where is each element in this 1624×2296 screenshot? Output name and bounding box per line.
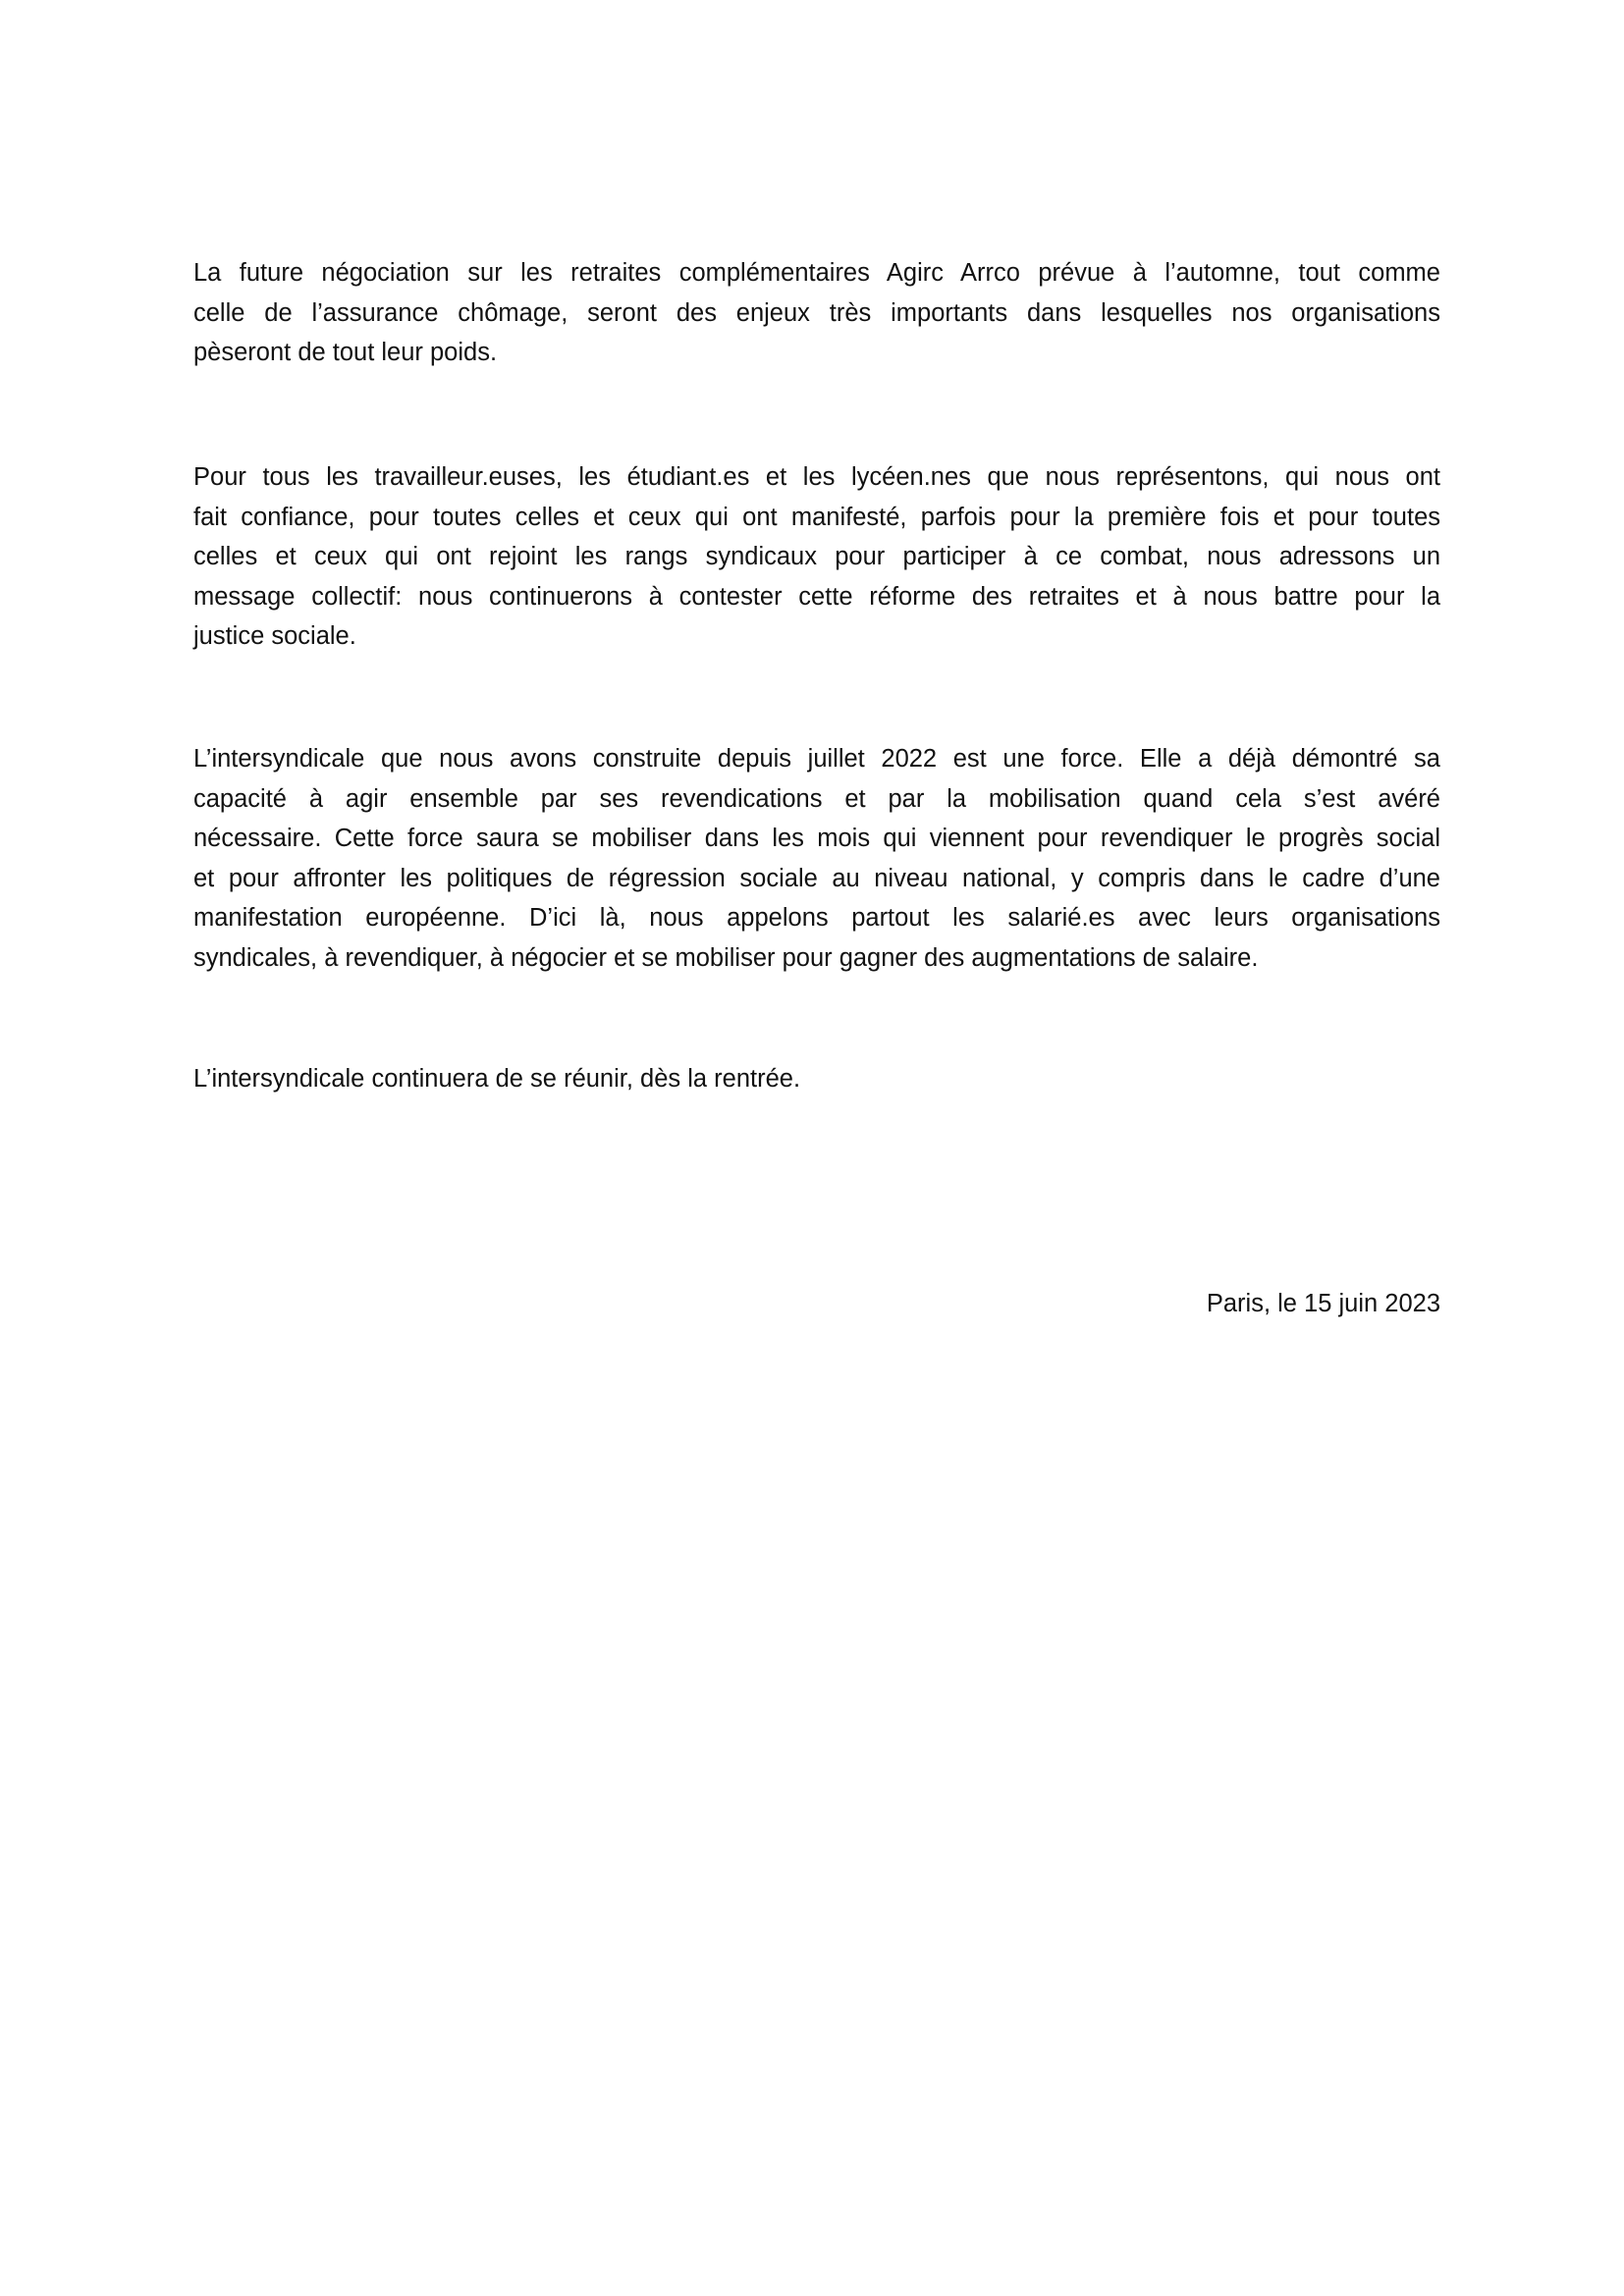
text-line: fait confiance, pour toutes celles et ceux qui ont manifesté, parfois pour la première fois et pour toutes — [193, 503, 1440, 531]
text-line: celles et ceux qui ont rejoint les rangs syndicaux pour participer à ce combat, nous adressons un — [193, 543, 1440, 571]
text-line: La future négociation sur les retraites complémentaires Agirc Arrco prévue à l’automne, tout comme — [193, 259, 1440, 287]
paragraph-intersyndicale-force — [193, 739, 1440, 979]
text-line: Pour tous les travailleur.euses, les étudiant.es et les lycéen.nes que nous représentons, qui nous ont — [193, 463, 1440, 491]
text-line: capacité à agir ensemble par ses revendications et par la mobilisation quand cela s’est avéré — [193, 784, 1440, 813]
paragraph-rentree — [193, 1059, 1440, 1099]
text-line: pèseront de tout leur poids. — [193, 339, 498, 367]
paragraph-message-collectif — [193, 457, 1440, 657]
text-line: message collectif: nous continuerons à contester cette réforme des retraites et à nous battre pour la — [193, 582, 1440, 611]
date-line: Paris, le 15 juin 2023 — [1206, 1290, 1440, 1317]
text-line: L’intersyndicale continuera de se réunir, dès la rentrée. — [193, 1065, 801, 1093]
text-line: et pour affronter les politiques de régression sociale au niveau national, y compris dans le cadre d’une — [193, 864, 1440, 892]
text-line: nécessaire. Cette force saura se mobiliser dans les mois qui viennent pour revendiquer le progrès social — [193, 825, 1440, 853]
text-line: L’intersyndicale que nous avons construite depuis juillet 2022 est une force. Elle a déjà démontré sa — [193, 745, 1440, 773]
paragraph-agirc-arrco — [193, 253, 1440, 373]
text-line: syndicales, à revendiquer, à négocier et se mobiliser pour gagner des augmentations de salaire. — [193, 943, 1259, 972]
text-line: manifestation européenne. D’ici là, nous appelons partout les salarié.es avec leurs organisations — [193, 904, 1440, 933]
text-line: celle de l’assurance chômage, seront des enjeux très importants dans lesquelles nos organisations — [193, 298, 1440, 327]
text-line: justice sociale. — [193, 622, 356, 651]
